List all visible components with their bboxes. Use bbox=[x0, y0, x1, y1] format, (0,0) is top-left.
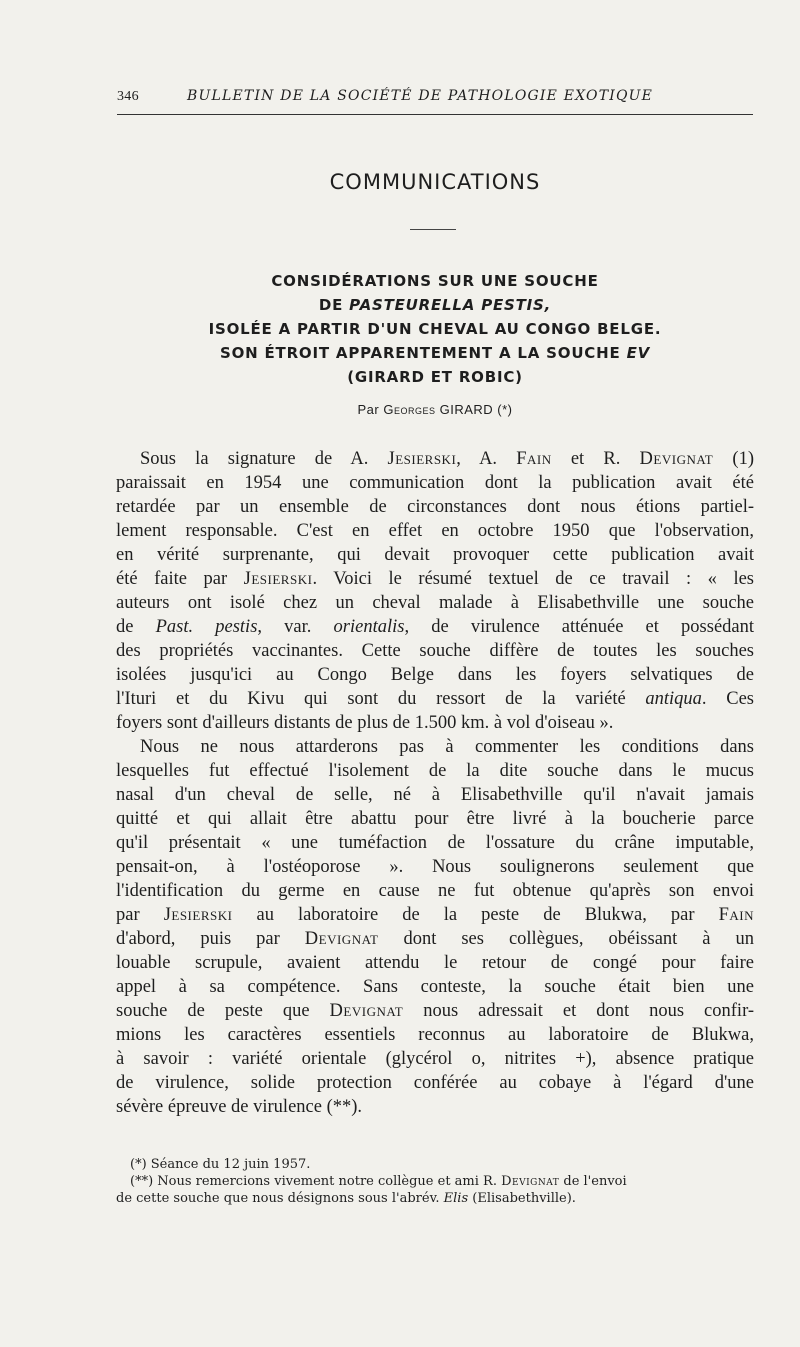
author-name: Fain bbox=[718, 905, 755, 925]
article-title-line-2 bbox=[117, 296, 753, 314]
body-line: sévère épreuve de virulence (**). bbox=[116, 1097, 363, 1117]
body-line: l'Ituri et du Kivu qui sont du ressort de la variété antiqua. Ces bbox=[116, 689, 755, 709]
body-line: auteurs ont isolé chez un cheval malade à Elisabethville une souche bbox=[116, 593, 754, 613]
body-line: isolées jusqu'ici au Congo Belge dans les foyers selvatiques de bbox=[116, 665, 754, 685]
author-name: Devignat bbox=[304, 929, 379, 949]
author-last-name: GIRARD bbox=[439, 402, 494, 417]
body-line: été faite par Jesierski. Voici le résumé textuel de ce travail : « les bbox=[116, 569, 755, 589]
title-prefix: SON ÉTROIT APPARENTEMENT A LA SOUCHE bbox=[219, 344, 621, 362]
body-line: nasal d'un cheval de selle, né à Elisabethville qu'il n'avait jamais bbox=[116, 785, 754, 805]
author-name: Devignat bbox=[501, 1174, 560, 1189]
body-line: souche de peste que Devignat nous adressait et dont nous confir- bbox=[116, 1001, 755, 1021]
body-line: par Jesierski au laboratoire de la peste de Blukwa, par Fain bbox=[116, 905, 755, 925]
article-title-line-3: ISOLÉE A PARTIR D'UN CHEVAL AU CONGO BELGE. bbox=[208, 320, 662, 338]
species-name: PASTEURELLA PESTIS, bbox=[349, 296, 552, 314]
abbreviation: Elis bbox=[443, 1191, 469, 1206]
footnote-1: (*) Séance du 12 juin 1957. bbox=[130, 1157, 311, 1172]
section-rule bbox=[410, 229, 456, 230]
author-name: Devignat bbox=[639, 449, 714, 469]
body-line: lesquelles fut effectué l'isolement de la dite souche dans le mucus bbox=[116, 761, 754, 781]
byline-par: Par bbox=[357, 402, 380, 417]
body-line: retardée par un ensemble de circonstances dont nous étions partiel- bbox=[116, 497, 754, 517]
footnote-2-continued: de cette souche que nous désignons sous l'abrév. Elis (Elisabethville). bbox=[116, 1191, 576, 1206]
body-line: pensait-on, à l'ostéoporose ». Nous soulignerons seulement que bbox=[116, 857, 754, 877]
author-name: Devignat bbox=[329, 1001, 404, 1021]
article-title-line-5: (GIRARD ET ROBIC) bbox=[347, 368, 523, 386]
variety-name: antiqua bbox=[645, 689, 702, 709]
body-line: mions les caractères essentiels reconnus au laboratoire de Blukwa, bbox=[116, 1025, 754, 1045]
author-name: Jesierski bbox=[243, 569, 313, 589]
body-line: à savoir : variété orientale (glycérol o, nitrites +), absence pratique bbox=[116, 1049, 754, 1069]
author-name: Jesierski bbox=[387, 449, 457, 469]
author-name: Jesierski bbox=[163, 905, 233, 925]
author-first-name: Georges bbox=[383, 402, 436, 417]
body-line: Sous la signature de A. Jesierski, A. Fain et R. Devignat (1) bbox=[140, 449, 754, 469]
body-line: paraissait en 1954 une communication dont la publication avait été bbox=[116, 473, 754, 493]
journal-title: BULLETIN DE LA SOCIÉTÉ DE PATHOLOGIE EXOTIQUE bbox=[187, 88, 654, 104]
article-title-line-4 bbox=[117, 344, 753, 362]
body-line: quitté et qui allait être abattu pour être livré à la boucherie parce bbox=[116, 809, 754, 829]
header-rule bbox=[117, 114, 753, 115]
body-line: qu'il présentait « une tuméfaction de l'ossature du crâne imputable, bbox=[116, 833, 754, 853]
species-name: Past. pestis bbox=[155, 617, 258, 637]
reference-marker: (1) bbox=[732, 449, 754, 469]
body-line: des propriétés vaccinantes. Cette souche diffère de toutes les souches bbox=[116, 641, 754, 661]
body-line: l'identification du germe en cause ne fut obtenue qu'après son envoi bbox=[116, 881, 754, 901]
body-line: d'abord, puis par Devignat dont ses collègues, obéissant à un bbox=[116, 929, 754, 949]
section-title: COMMUNICATIONS bbox=[329, 170, 541, 194]
body-line: Nous ne nous attarderons pas à commenter les conditions dans bbox=[140, 737, 754, 757]
body-line: en vérité surprenante, qui devait provoquer cette publication avait bbox=[116, 545, 754, 565]
footnote-2: (**) Nous remercions vivement notre collègue et ami R. Devignat de l'envoi bbox=[130, 1174, 627, 1189]
variety-name: orientalis bbox=[333, 617, 405, 637]
running-head bbox=[117, 88, 753, 105]
body-line: louable scrupule, avaient attendu le retour de congé pour faire bbox=[116, 953, 754, 973]
page-number: 346 bbox=[117, 89, 139, 104]
strain-name: EV bbox=[626, 344, 651, 362]
body-line: de Past. pestis, var. orientalis, de virulence atténuée et possédant bbox=[116, 617, 755, 637]
footnote-mark: (*) bbox=[497, 402, 513, 417]
body-line: de virulence, solide protection conférée au cobaye à l'égard d'une bbox=[116, 1073, 754, 1093]
article-title-line-1: CONSIDÉRATIONS SUR UNE SOUCHE bbox=[271, 272, 599, 290]
body-line: appel à sa compétence. Sans conteste, la souche était bien une bbox=[116, 977, 754, 997]
body-line: foyers sont d'ailleurs distants de plus de 1.500 km. à vol d'oiseau ». bbox=[116, 713, 614, 733]
byline bbox=[117, 402, 753, 417]
title-prefix: DE bbox=[318, 296, 344, 314]
body-line: lement responsable. C'est en effet en octobre 1950 que l'observation, bbox=[116, 521, 754, 541]
author-name: Fain bbox=[516, 449, 552, 469]
